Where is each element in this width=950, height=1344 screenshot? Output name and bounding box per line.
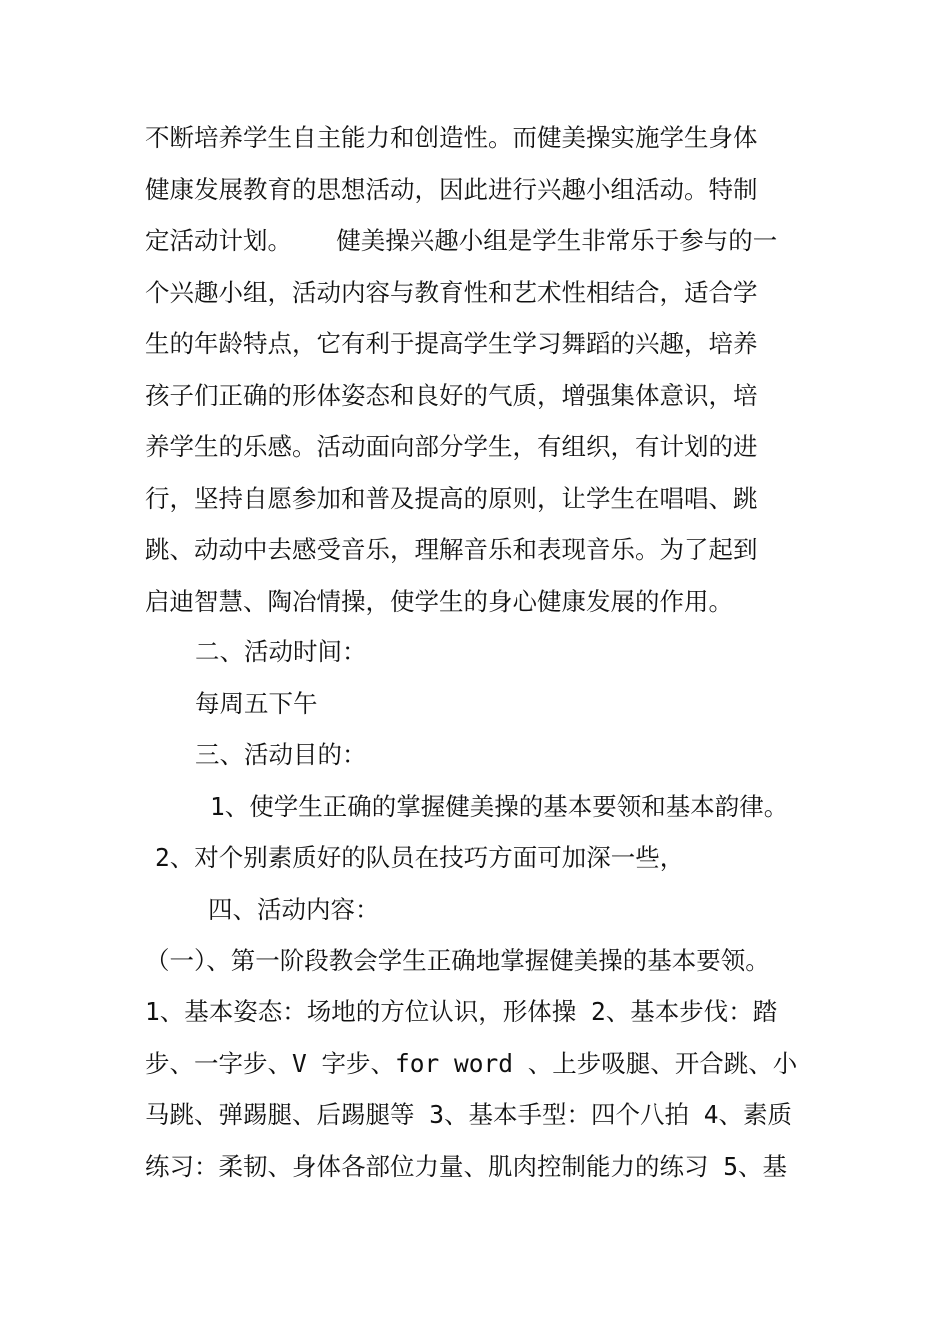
paragraph-line: 个兴趣小组，活动内容与教育性和艺术性相结合，适合学 (145, 278, 758, 307)
paragraph-line: 马跳、弹踢腿、后踢腿等 3、基本手型：四个八拍 4、素质 (145, 1100, 792, 1129)
paragraph-line: 步、一字步、V 字步、for word 、上步吸腿、开合跳、小 (145, 1049, 798, 1078)
paragraph-line: 练习：柔韧、身体各部位力量、肌肉控制能力的练习 5、基 (145, 1152, 787, 1181)
paragraph-line: 行，坚持自愿参加和普及提高的原则，让学生在唱唱、跳 (145, 484, 758, 513)
paragraph-line: 生的年龄特点，它有利于提高学生学习舞蹈的兴趣，培养 (145, 329, 758, 358)
paragraph-line: 定活动计划。 健美操兴趣小组是学生非常乐于参与的一 (145, 226, 778, 255)
goal-item: 1、使学生正确的掌握健美操的基本要领和基本韵律。 (210, 792, 789, 821)
paragraph-line: 不断培养学生自主能力和创造性。而健美操实施学生身体 (145, 123, 758, 152)
paragraph-line: 1、基本姿态：场地的方位认识，形体操 2、基本步伐：踏 (145, 997, 778, 1026)
section-heading: 四、活动内容： (208, 895, 380, 924)
paragraph-line: 健康发展教育的思想活动，因此进行兴趣小组活动。特制 (145, 175, 758, 204)
paragraph-line: （一）、第一阶段教会学生正确地掌握健美操的基本要领。 (145, 946, 770, 975)
paragraph-line: 启迪智慧、陶冶情操，使学生的身心健康发展的作用。 (145, 587, 733, 616)
section-heading: 二、活动时间： (195, 637, 367, 666)
paragraph-line: 孩子们正确的形体姿态和良好的气质，增强集体意识，培 (145, 381, 758, 410)
goal-item: 2、对个别素质好的队员在技巧方面可加深一些， (155, 843, 685, 872)
schedule-text: 每周五下午 (195, 689, 318, 718)
section-heading: 三、活动目的： (195, 740, 367, 769)
paragraph-line: 养学生的乐感。活动面向部分学生，有组织，有计划的进 (145, 432, 758, 461)
paragraph-line: 跳、动动中去感受音乐，理解音乐和表现音乐。为了起到 (145, 535, 758, 564)
